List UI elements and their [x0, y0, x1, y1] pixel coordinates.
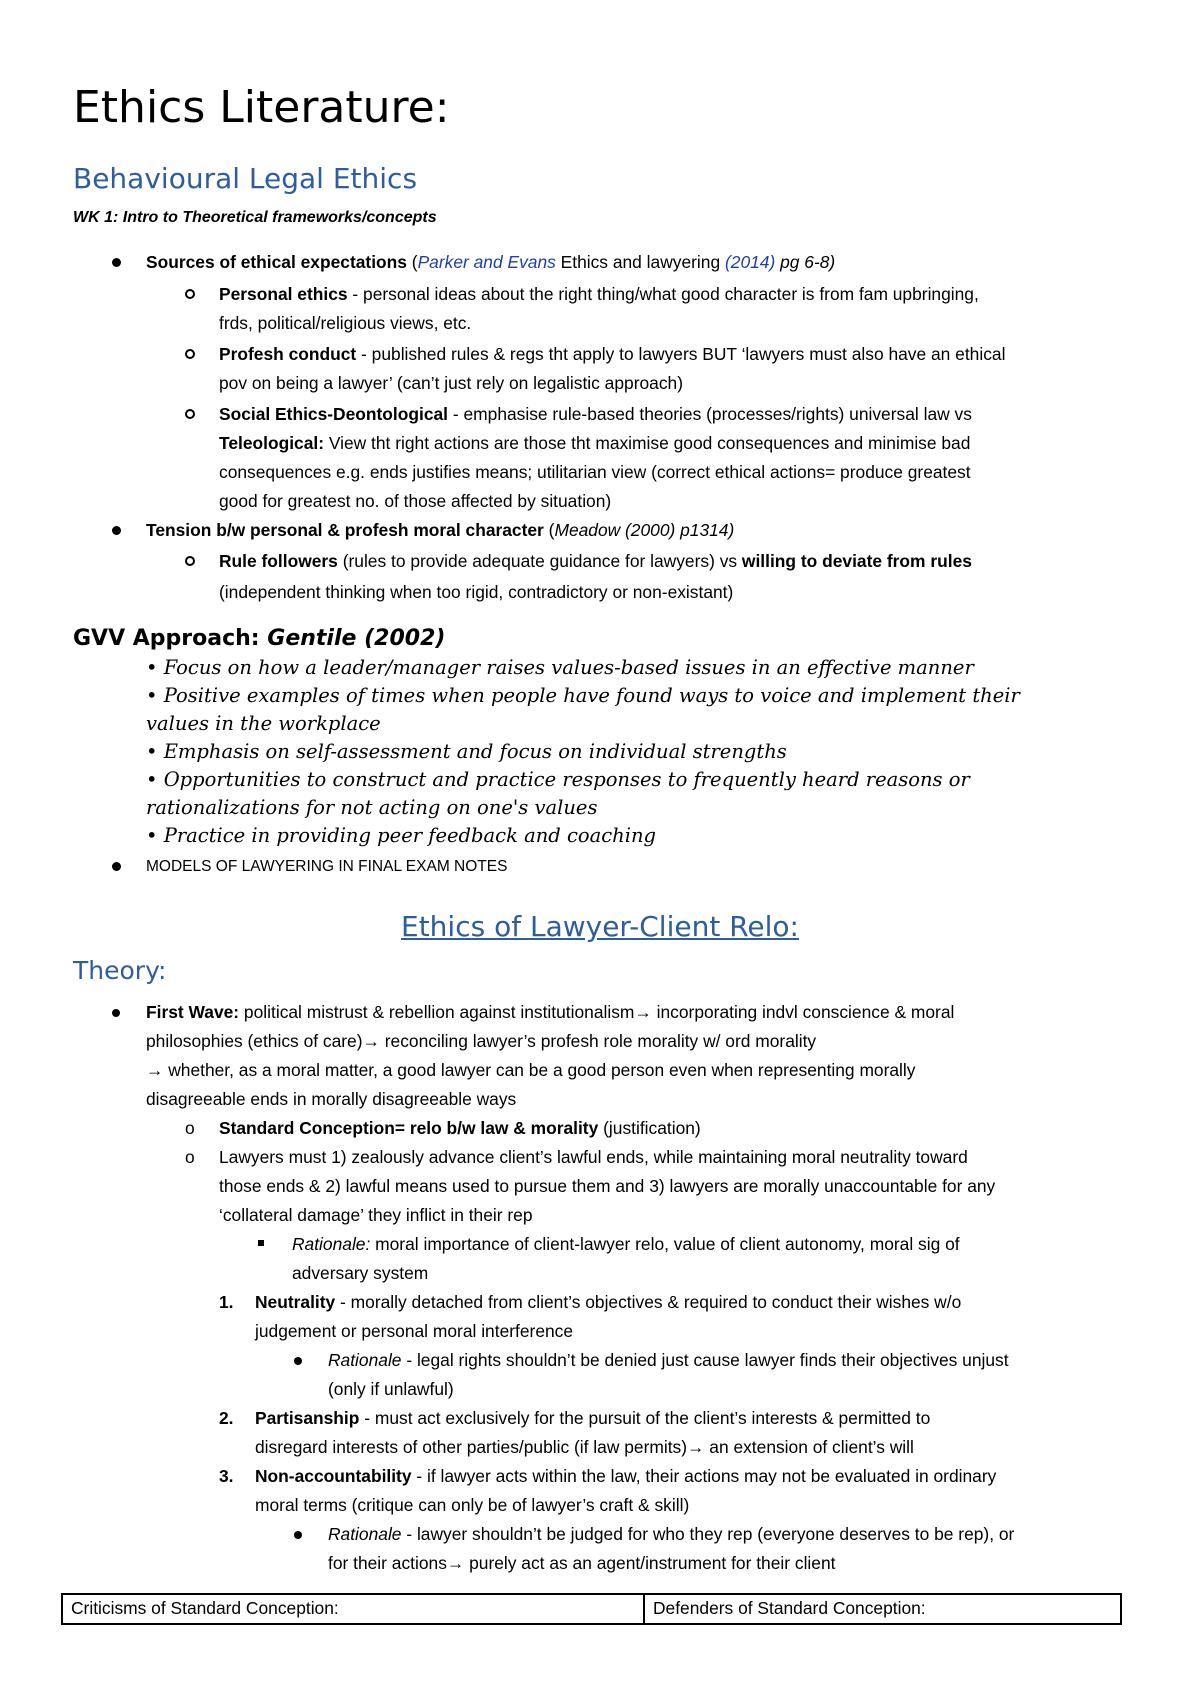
bullet-ring-icon — [185, 349, 195, 359]
week-subheading: WK 1: Intro to Theoretical frameworks/concepts — [73, 209, 437, 226]
subbullet-rule-followers-cont: (independent thinking when too rigid, contradictory or non-existant) — [219, 582, 734, 602]
page-title: Ethics Literature: — [73, 82, 450, 133]
arrow-right-icon: → — [146, 1060, 164, 1080]
subbullet-profesh-conduct-cont: pov on being a lawyer’ (can’t just rely on legalistic approach) — [219, 373, 683, 393]
list-number: 3. — [219, 1466, 234, 1486]
subbullet-lawyers-must: Lawyers must 1) zealously advance client’s lawful ends, while maintaining moral neutrality toward — [219, 1147, 968, 1167]
bullet-square-icon — [258, 1240, 264, 1246]
subbullet-social-ethics: Social Ethics-Deontological - emphasise rule-based theories (processes/rights) universal law vs — [219, 404, 972, 424]
gvv-line: rationalizations for not acting on one's values — [146, 796, 598, 819]
section-heading-behavioural-legal-ethics: Behavioural Legal Ethics — [73, 162, 418, 195]
table-header-criticisms: Criticisms of Standard Conception: — [62, 1594, 644, 1624]
bullet-first-wave-cont: → whether, as a moral matter, a good lawyer can be a good person even when representing morally — [146, 1060, 916, 1080]
arrow-right-icon: → — [362, 1031, 380, 1051]
bullet-ring-icon — [185, 409, 195, 419]
table-header-defenders: Defenders of Standard Conception: — [644, 1594, 1121, 1624]
subbullet-lawyers-must-cont: those ends & 2) lawful means used to pursue them and 3) lawyers are morally unaccountable for any — [219, 1176, 996, 1196]
rationale-neutrality-cont: (only if unlawful) — [328, 1379, 454, 1399]
bullet-o-icon: o — [185, 1147, 195, 1167]
gvv-line: • Opportunities to construct and practice responses to frequently heard reasons or — [146, 768, 970, 791]
numbered-neutrality: Neutrality - morally detached from client’s objectives & required to conduct their wishes w/o — [255, 1292, 962, 1312]
list-number: 1. — [219, 1292, 234, 1312]
bullet-ring-icon — [185, 556, 195, 566]
bullet-disc-icon — [112, 1009, 120, 1017]
bullet-first-wave-cont: disagreeable ends in morally disagreeable ways — [146, 1089, 517, 1109]
subbullet-social-ethics-cont: consequences e.g. ends justifies means; utilitarian view (correct ethical actions= produce greatest — [219, 462, 971, 482]
numbered-non-accountability-cont: moral terms (critique can only be of lawyer’s craft & skill) — [255, 1495, 690, 1515]
list-number: 2. — [219, 1408, 234, 1428]
bullet-first-wave-cont: philosophies (ethics of care)→ reconciling lawyer’s profesh role morality w/ ord morality — [146, 1031, 817, 1051]
table-row — [62, 1594, 1121, 1624]
gvv-line: • Positive examples of times when people have found ways to voice and implement their — [146, 684, 1020, 707]
theory-heading: Theory: — [73, 956, 167, 985]
bullet-disc-icon — [112, 258, 121, 267]
subbullet-personal-ethics: Personal ethics - personal ideas about the right thing/what good character is from fam upbringing, — [219, 284, 979, 304]
gvv-line: • Focus on how a leader/manager raises values-based issues in an effective manner — [146, 656, 974, 679]
bullet-disc-icon — [112, 526, 121, 535]
bullet-first-wave: First Wave: political mistrust & rebellion against institutionalism→ incorporating indvl conscience & moral — [146, 1002, 955, 1022]
bullet-o-icon: o — [185, 1118, 195, 1138]
subbullet-rule-followers: Rule followers (rules to provide adequate guidance for lawyers) vs willing to deviate from rules — [219, 551, 972, 571]
numbered-neutrality-cont: judgement or personal moral interference — [255, 1321, 574, 1341]
rationale-neutrality: Rationale - legal rights shouldn’t be denied just cause lawyer finds their objectives unjust — [328, 1350, 1009, 1370]
bullet-ring-icon — [185, 289, 195, 299]
section-heading-lawyer-client-relo: Ethics of Lawyer-Client Relo: — [401, 910, 799, 943]
arrow-right-icon: → — [634, 1002, 652, 1022]
subbullet-social-ethics-cont: good for greatest no. of those affected by situation) — [219, 491, 612, 511]
standard-conception-table — [61, 1593, 1122, 1625]
gvv-heading: GVV Approach: Gentile (2002) — [73, 626, 446, 651]
rationale-item: Rationale: moral importance of client-lawyer relo, value of client autonomy, moral sig of — [292, 1234, 960, 1254]
numbered-partisanship: Partisanship - must act exclusively for the pursuit of the client’s interests & permitted to — [255, 1408, 931, 1428]
rationale-non-accountability: Rationale - lawyer shouldn’t be judged for who they rep (everyone deserves to be rep), or — [328, 1524, 1015, 1544]
bullet-sources-of-ethical-expectations: Sources of ethical expectations (Parker and Evans Ethics and lawyering (2014) pg 6-8) — [146, 252, 836, 272]
subbullet-lawyers-must-cont: ‘collateral damage’ they inflict in their rep — [219, 1205, 533, 1225]
gvv-line: • Emphasis on self-assessment and focus on individual strengths — [146, 740, 787, 763]
numbered-non-accountability: Non-accountability - if lawyer acts within the law, their actions may not be evaluated in ordinary — [255, 1466, 997, 1486]
numbered-partisanship-cont: disregard interests of other parties/public (if law permits)→ an extension of client’s will — [255, 1437, 914, 1457]
gvv-line: • Practice in providing peer feedback and coaching — [146, 824, 656, 847]
rationale-non-accountability-cont: for their actions→ purely act as an agent/instrument for their client — [328, 1553, 836, 1573]
models-of-lawyering-note: MODELS OF LAWYERING IN FINAL EXAM NOTES — [146, 858, 508, 875]
bullet-disc-icon — [294, 1531, 302, 1539]
bullet-disc-icon — [112, 862, 121, 871]
bullet-disc-icon — [294, 1357, 302, 1365]
subbullet-teleological: Teleological: View tht right actions are those tht maximise good consequences and minimise bad — [219, 433, 971, 453]
gvv-line: values in the workplace — [146, 712, 381, 735]
subbullet-standard-conception: Standard Conception= relo b/w law & morality (justification) — [219, 1118, 701, 1138]
rationale-item-cont: adversary system — [292, 1263, 429, 1283]
bullet-tension: Tension b/w personal & profesh moral character (Meadow (2000) p1314) — [146, 520, 735, 540]
subbullet-profesh-conduct: Profesh conduct - published rules & regs tht apply to lawyers BUT ‘lawyers must also have an ethical — [219, 344, 1006, 364]
arrow-right-icon: → — [446, 1553, 465, 1573]
arrow-right-icon: → — [687, 1437, 705, 1457]
subbullet-personal-ethics-cont: frds, political/religious views, etc. — [219, 313, 472, 333]
